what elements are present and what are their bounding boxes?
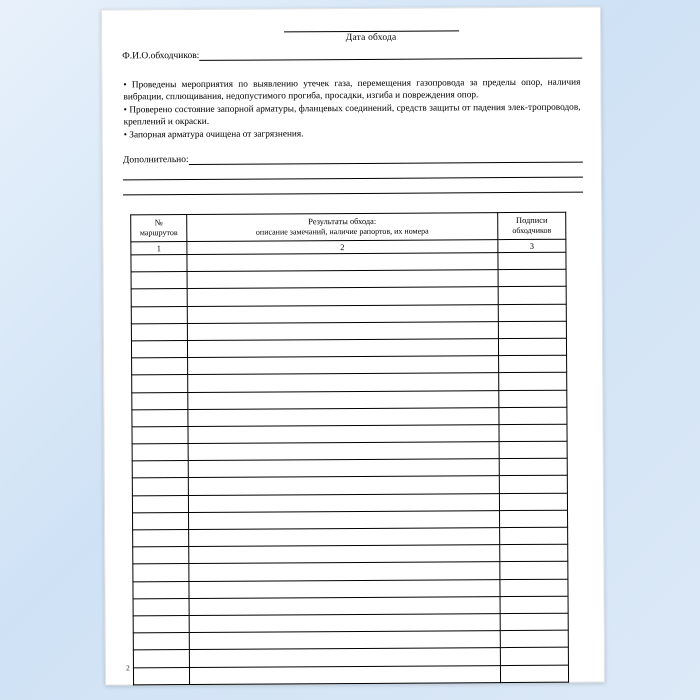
- header-results-line2: описание замечаний, наличие рапортов, их номера: [255, 226, 429, 237]
- additional-label: Дополнительно:: [122, 155, 189, 166]
- cell-route[interactable]: [133, 530, 189, 548]
- cell-route[interactable]: [133, 615, 189, 633]
- cell-results[interactable]: [187, 304, 498, 323]
- cell-signature[interactable]: [498, 338, 566, 356]
- cell-route[interactable]: [133, 547, 189, 565]
- inspection-log-table: [130, 212, 569, 685]
- table-header-cell-route: [131, 215, 187, 242]
- column-number-3: 3: [498, 239, 566, 252]
- cell-route[interactable]: [132, 478, 188, 496]
- additional-blank-line-1[interactable]: [123, 166, 583, 181]
- cell-signature[interactable]: [500, 613, 568, 631]
- cell-route[interactable]: [133, 512, 189, 530]
- fio-input-line[interactable]: [199, 49, 582, 61]
- cell-route[interactable]: [133, 667, 189, 685]
- cell-route[interactable]: [131, 306, 187, 324]
- checklist-bullets: [123, 77, 580, 142]
- cell-route[interactable]: [132, 444, 188, 462]
- table-header-cell-results: [187, 213, 498, 242]
- cell-route[interactable]: [132, 461, 188, 479]
- cell-signature[interactable]: [499, 493, 567, 511]
- cell-results[interactable]: [188, 493, 499, 512]
- cell-route[interactable]: [132, 495, 188, 513]
- cell-route[interactable]: [131, 323, 187, 341]
- cell-signature[interactable]: [499, 424, 567, 442]
- date-block: [220, 30, 522, 45]
- cell-signature[interactable]: [500, 630, 568, 648]
- cell-route[interactable]: [133, 650, 189, 668]
- cell-signature[interactable]: [500, 562, 568, 580]
- header-results-line1: Результаты обхода:: [308, 216, 377, 227]
- cell-signature[interactable]: [498, 269, 566, 287]
- cell-signature[interactable]: [500, 648, 568, 666]
- additional-input-line[interactable]: [189, 153, 583, 165]
- column-number-2: 2: [187, 240, 498, 255]
- fio-label: Ф.И.О.обходчиков:: [122, 50, 200, 62]
- cell-results[interactable]: [189, 665, 500, 684]
- cell-results[interactable]: [188, 356, 499, 375]
- cell-signature[interactable]: [500, 665, 568, 683]
- cell-signature[interactable]: [499, 355, 567, 373]
- header-signatures-line2: обходчиков: [512, 225, 552, 236]
- cell-route[interactable]: [132, 358, 188, 376]
- cell-results[interactable]: [188, 425, 499, 444]
- table-header-cell-signatures: [498, 212, 566, 239]
- cell-signature[interactable]: [498, 321, 566, 339]
- cell-route[interactable]: [133, 598, 189, 616]
- cell-results[interactable]: [189, 579, 500, 598]
- cell-results[interactable]: [189, 631, 500, 650]
- cell-signature[interactable]: [498, 304, 566, 322]
- cell-signature[interactable]: [499, 407, 567, 425]
- cell-route[interactable]: [131, 289, 187, 307]
- cell-results[interactable]: [187, 287, 498, 306]
- cell-route[interactable]: [131, 272, 187, 290]
- cell-signature[interactable]: [500, 510, 568, 528]
- cell-signature[interactable]: [499, 458, 567, 476]
- cell-signature[interactable]: [499, 441, 567, 459]
- cell-signature[interactable]: [498, 252, 566, 270]
- cell-results[interactable]: [189, 545, 500, 564]
- cell-results[interactable]: [187, 321, 498, 340]
- cell-results[interactable]: [189, 596, 500, 615]
- fio-row: [122, 49, 582, 62]
- cell-results[interactable]: [189, 614, 500, 633]
- cell-results[interactable]: [189, 562, 500, 581]
- cell-results[interactable]: [188, 442, 499, 461]
- cell-results[interactable]: [187, 339, 498, 358]
- cell-results[interactable]: [189, 648, 500, 667]
- table-body: [131, 252, 569, 684]
- cell-results[interactable]: [188, 459, 499, 478]
- cell-route[interactable]: [131, 255, 187, 273]
- header-signatures-line1: Подписи: [515, 215, 548, 226]
- additional-blank-line-2[interactable]: [123, 181, 583, 196]
- cell-signature[interactable]: [500, 596, 568, 614]
- cell-signature[interactable]: [499, 390, 567, 408]
- cell-results[interactable]: [189, 528, 500, 547]
- cell-route[interactable]: [132, 392, 188, 410]
- cell-signature[interactable]: [498, 287, 566, 305]
- cell-route[interactable]: [133, 581, 189, 599]
- cell-route[interactable]: [132, 375, 188, 393]
- cell-route[interactable]: [131, 340, 187, 358]
- cell-signature[interactable]: [499, 373, 567, 391]
- column-number-1: 1: [131, 242, 187, 255]
- cell-signature[interactable]: [499, 476, 567, 494]
- bullet-item-3: • Запорная арматура очищена от загрязнения.: [123, 128, 304, 141]
- cell-results[interactable]: [187, 253, 498, 272]
- table-header-row: [131, 212, 566, 242]
- cell-results[interactable]: [188, 476, 499, 495]
- cell-signature[interactable]: [500, 527, 568, 545]
- bullet-item-2: • Проверено состояние запорной арматуры, фланцевых соединений, средств защиты от падения элек-тропроводов, креплений и окраски.: [123, 102, 581, 128]
- additional-row: [123, 153, 583, 166]
- date-label: Дата обхода: [345, 32, 397, 44]
- cell-route[interactable]: [132, 409, 188, 427]
- page-content: [120, 30, 586, 675]
- cell-signature[interactable]: [500, 544, 568, 562]
- cell-results[interactable]: [188, 373, 499, 392]
- page-number: 2: [125, 663, 130, 673]
- cell-route[interactable]: [133, 633, 189, 651]
- cell-results[interactable]: [187, 270, 498, 289]
- cell-results[interactable]: [188, 390, 499, 409]
- document-page: [101, 6, 605, 685]
- additional-section: [123, 153, 583, 196]
- header-route-line1: №: [154, 218, 163, 228]
- bullet-item-1: • Проведены мероприятия по выявлению утечек газа, перемещения газопровода за пределы опор, наличия вибрации, сплющивания, недопустимого прогиба, просадки, изгиба и повреждения опор.: [123, 77, 581, 103]
- cell-route[interactable]: [132, 426, 188, 444]
- cell-results[interactable]: [188, 407, 499, 426]
- cell-signature[interactable]: [500, 579, 568, 597]
- cell-route[interactable]: [133, 564, 189, 582]
- header-route-line2: маршрутов: [139, 228, 178, 238]
- cell-results[interactable]: [189, 510, 500, 529]
- table-row[interactable]: [133, 665, 568, 685]
